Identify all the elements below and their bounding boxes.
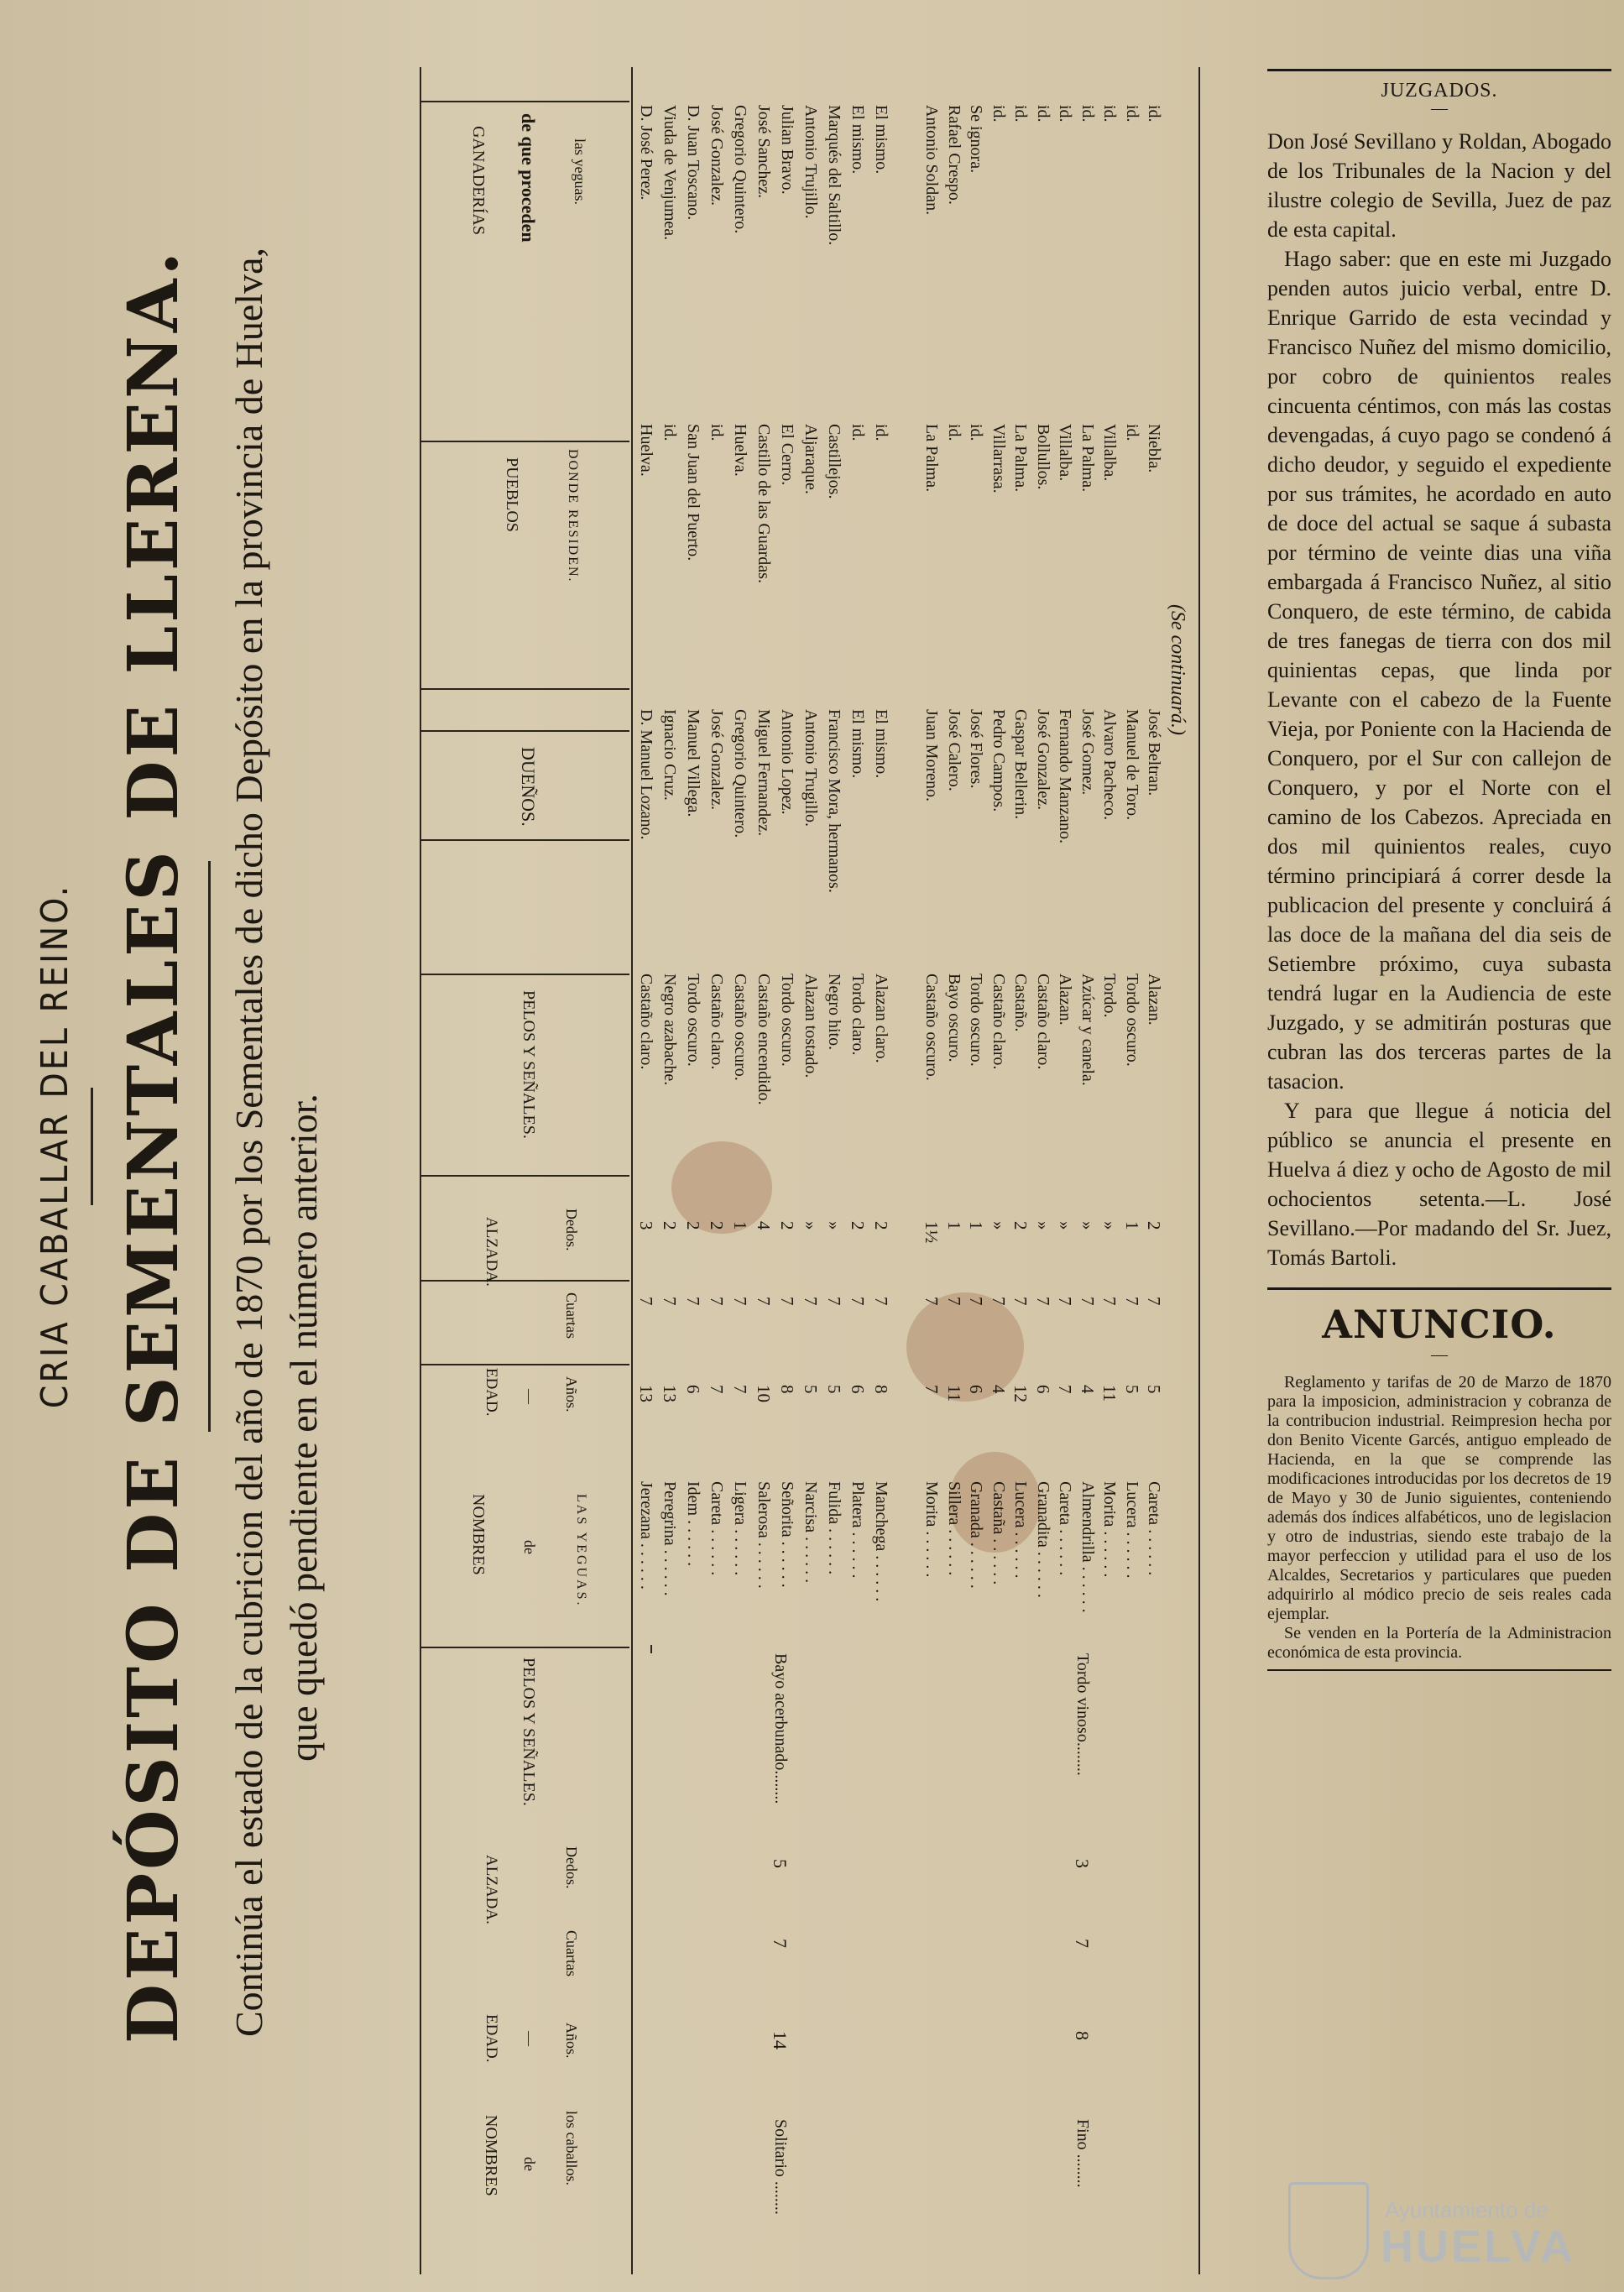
mare-age: 11 <box>1099 1385 1120 1402</box>
mare-pelos: Castaño claro. <box>1033 974 1052 1070</box>
cria-caballar-line: CRIA CABALLAR DEL REINO. <box>34 883 76 1409</box>
mare-name: Careta . . . . . . <box>1145 1481 1163 1576</box>
table-bottom-border <box>1198 67 1200 2274</box>
mare-cuartas: 7 <box>966 1297 986 1306</box>
header-edad-dash: — <box>521 2031 538 2046</box>
mare-pelos: Tordo oscuro. <box>778 974 796 1067</box>
mare-ganaderia: id. <box>1033 105 1052 123</box>
mare-pueblo: Villalba. <box>1100 424 1119 482</box>
mare-pelos: Castaño claro. <box>708 974 726 1070</box>
juzgados-heading: JUZGADOS. <box>1381 80 1498 102</box>
mare-ganaderia: El mismo. <box>872 105 890 175</box>
mare-age: 7 <box>1055 1385 1075 1394</box>
mare-ganaderia: D. José Perez. <box>637 105 655 201</box>
header-dedos2: Dedos. <box>563 1209 580 1251</box>
mare-pelos: Negro azabache. <box>661 974 679 1086</box>
mare-name: Morita . . . . . . <box>1100 1481 1119 1578</box>
header-nombres-yeguas-las: LAS YEGUAS. <box>574 1494 588 1608</box>
mare-name: Lucera . . . . . . <box>1122 1481 1141 1579</box>
column-divider <box>420 101 629 102</box>
subtitle-line1: Continúa el estado de la cubricion del año de 1870 por los Sementales de dicho Depósito en la provincia de Huelva, <box>227 248 270 2038</box>
stallion-cuartas: 7 <box>770 1939 791 1948</box>
mare-dueno: Gaspar Bellerin. <box>1011 709 1030 820</box>
mare-dueno: D. Manuel Lozano. <box>637 709 655 840</box>
mare-ganaderia: José Gonzalez. <box>708 105 726 206</box>
mare-name: Castaña . . . . . . <box>989 1481 1008 1585</box>
mare-dedos: » <box>1099 1221 1120 1230</box>
table-border-left <box>420 67 421 2274</box>
mare-age: 7 <box>922 1385 942 1394</box>
header-edad2-anos: Años. <box>563 1376 580 1412</box>
mare-ganaderia: Antonio Trujillo. <box>802 105 820 219</box>
mare-pueblo: Huelva. <box>731 424 749 477</box>
mare-name: Manchega . . . . . . <box>872 1481 890 1602</box>
header-edad2-dash: — <box>521 1389 538 1404</box>
mare-dedos: 2 <box>707 1221 727 1230</box>
brace-group-1 <box>650 1645 652 1653</box>
mare-dedos: 1 <box>1121 1221 1142 1230</box>
mare-cuartas: 7 <box>848 1297 868 1306</box>
mare-name: Careta . . . . . . <box>708 1481 726 1576</box>
mare-ganaderia: id. <box>1056 105 1074 123</box>
header-cuartas: Cuartas <box>563 1930 580 1976</box>
header-ganaderias-de: de que proceden <box>518 113 539 243</box>
mare-ganaderia: id. <box>1145 105 1163 123</box>
mare-name: Jerezana . . . . . . <box>637 1481 655 1590</box>
mare-dedos: » <box>824 1221 844 1230</box>
mare-age: 6 <box>1032 1385 1053 1394</box>
mare-name: Almendrilla . . . . . . <box>1078 1481 1097 1613</box>
stallion-age: 8 <box>1072 2031 1093 2040</box>
mare-cuartas: 7 <box>636 1297 656 1306</box>
column-divider <box>420 839 629 841</box>
stallion-age: 14 <box>770 2031 791 2049</box>
mare-cuartas: 7 <box>683 1297 703 1306</box>
mare-age: 6 <box>683 1385 703 1394</box>
anuncio-text: Reglamento y tarifas de 20 de Marzo de 1870 para la imposicion, administracion y cobranza de la contribucion industrial. Reimpresion hecha por don Benito Vicente Garcés, antiguo empleado de Hacienda, en la que se comprende las modificaciones introducidas por los decretos de 19 de Mayo y 30 de Junio siguientes, conteniendo además dos índices alfabéticos, uno de legislacion y otro de industrias, siendo este trabajo de la mayor perfeccion y utilidad para el uso de los Alcaldes, Secretarios y particulares que pueden adquirirlo al módico precio de seis reales cada ejemplar. <box>1267 1373 1611 1623</box>
mare-name: Salerosa . . . . . . <box>755 1481 773 1589</box>
column-divider <box>420 688 629 690</box>
mare-ganaderia: id. <box>989 105 1008 123</box>
header-ganaderias-las: las yeguas. <box>572 138 588 205</box>
mare-dueno: Fernando Manzano. <box>1056 709 1074 843</box>
header-edad-anos: Años. <box>563 2023 580 2059</box>
top-rule <box>1267 69 1611 71</box>
mare-ganaderia: Gregorio Quintero. <box>731 105 749 234</box>
mare-cuartas: 7 <box>1099 1297 1120 1306</box>
mare-age: 5 <box>1121 1385 1142 1394</box>
mare-cuartas: 7 <box>1055 1297 1075 1306</box>
juzgados-dash: — <box>1431 99 1448 117</box>
mare-dedos: » <box>1032 1221 1053 1230</box>
mare-cuartas: 7 <box>988 1297 1009 1306</box>
mare-ganaderia: Rafael Crespo. <box>944 105 963 205</box>
right-column <box>1267 69 1611 1679</box>
mare-cuartas: 7 <box>777 1297 797 1306</box>
mare-age: 6 <box>848 1385 868 1394</box>
mare-pelos: Azúcar y canela. <box>1078 974 1097 1086</box>
anuncio-sale: Se venden en la Portería de la Administracion económica de esta provincia. <box>1267 1624 1611 1662</box>
mare-age: 8 <box>777 1385 797 1394</box>
juzgados-closing: Y para que llegue á noticia del público se anuncia el presente en Huelva á diez y ocho de Agosto de mil ochocientos setenta.—L. José Sevillano.—Por madando del Sr. Juez, Tomás Bartoli. <box>1267 1099 1611 1270</box>
column-divider <box>420 1175 629 1177</box>
mare-age: 13 <box>660 1385 680 1402</box>
mare-pueblo: La Palma. <box>922 424 941 493</box>
mare-age: 8 <box>871 1385 891 1394</box>
mare-ganaderia: Se ignora. <box>967 105 985 174</box>
mare-dedos: 1½ <box>922 1221 942 1244</box>
mare-dueno: Gregorio Quintero. <box>731 709 749 838</box>
header-pelos2: PELOS Y SEÑALES. <box>520 990 538 1139</box>
mare-dueno: Juan Moreno. <box>922 709 941 801</box>
mare-pelos: Tordo. <box>1100 974 1119 1018</box>
mare-dueno: Antonio Trugillo. <box>802 709 820 828</box>
mare-pueblo: id. <box>708 424 726 441</box>
mare-name: Idem . . . . . . <box>684 1481 702 1567</box>
mare-dueno: José Calero. <box>944 709 963 791</box>
mare-cuartas: 7 <box>660 1297 680 1306</box>
bottom-rule <box>1267 1669 1611 1671</box>
mare-dueno: Miguel Fernandez. <box>755 709 773 837</box>
stallion-name: Fino ........ <box>1073 2119 1092 2188</box>
mare-age: 7 <box>730 1385 750 1394</box>
stallion-dedos: 3 <box>1072 1859 1093 1868</box>
mare-age: 6 <box>966 1385 986 1394</box>
mare-pelos: Tordo claro. <box>849 974 867 1056</box>
mare-dueno: Ignacio Cruz. <box>661 709 679 801</box>
mare-cuartas: 7 <box>1077 1297 1098 1306</box>
mare-dedos: 2 <box>848 1221 868 1230</box>
header-alzada2: ALZADA. <box>483 1217 500 1287</box>
mare-dedos: » <box>801 1221 821 1230</box>
stallion-pelos: Bayo acerbunado........ <box>771 1653 790 1804</box>
mare-pelos: Alazan. <box>1056 974 1074 1026</box>
mare-ganaderia: D. Juan Toscano. <box>684 105 702 221</box>
mare-name: Granada . . . . . . <box>967 1481 985 1589</box>
mare-ganaderia: id. <box>1100 105 1119 123</box>
mare-age: 5 <box>1144 1385 1164 1394</box>
mare-pueblo: La Palma. <box>1011 424 1030 493</box>
column-divider <box>420 974 629 975</box>
column-divider <box>420 1647 629 1648</box>
mare-name: Granadita . . . . . . <box>1033 1481 1052 1598</box>
mare-dueno: Alvaro Pacheco. <box>1100 709 1119 821</box>
mare-pueblo: Castillejos. <box>825 424 843 499</box>
header-pueblos-donde: DONDE RESIDEN. <box>566 449 580 583</box>
continuara-note: (Se continuará.) <box>1167 604 1188 735</box>
watermark-line2: HUELVA <box>1381 2222 1575 2272</box>
mare-pueblo: id. <box>944 424 963 441</box>
mare-name: Fulida . . . . . . <box>825 1481 843 1575</box>
mare-ganaderia: id. <box>1011 105 1030 123</box>
mare-dedos: 2 <box>1144 1221 1164 1230</box>
mare-ganaderia: Antonio Soldan. <box>922 105 941 216</box>
mare-pueblo: id. <box>872 424 890 441</box>
column-divider <box>420 1280 629 1282</box>
mare-dedos: 1 <box>966 1221 986 1230</box>
mare-ganaderia: José Sanchez. <box>755 105 773 199</box>
mare-dueno: José Gomez. <box>1078 709 1097 796</box>
mare-name: Lucera . . . . . . <box>1011 1481 1030 1579</box>
mare-dedos: 2 <box>660 1221 680 1230</box>
stallion-dedos: 5 <box>770 1859 791 1868</box>
mare-pueblo: Aljaraque. <box>802 424 820 494</box>
mare-cuartas: 7 <box>943 1297 964 1306</box>
mare-pueblo: Niebla. <box>1145 424 1163 473</box>
mare-pueblo: id. <box>849 424 867 441</box>
mare-age: 4 <box>988 1385 1009 1394</box>
mare-dueno: José Gonzalez. <box>1033 709 1052 810</box>
header-nombres-yeguas-de: de <box>521 1540 538 1554</box>
mare-age: 13 <box>636 1385 656 1402</box>
mare-pelos: Tordo oscuro. <box>684 974 702 1067</box>
mare-ganaderia: id. <box>1122 105 1141 123</box>
mare-age: 5 <box>824 1385 844 1394</box>
mare-age: 7 <box>707 1385 727 1394</box>
mare-pueblo: Castillo de las Guardas. <box>755 424 773 583</box>
mare-pelos: Castaño oscuro. <box>731 974 749 1081</box>
mare-pueblo: Villalba. <box>1056 424 1074 482</box>
mare-name: Sillera . . . . . . <box>944 1481 963 1576</box>
header-edad: EDAD. <box>483 2014 500 2063</box>
mare-cuartas: 7 <box>871 1297 891 1306</box>
mare-dedos: 1 <box>943 1221 964 1230</box>
mare-age: 11 <box>943 1385 964 1402</box>
mare-dueno: El mismo. <box>872 709 890 779</box>
mare-cuartas: 7 <box>754 1297 774 1306</box>
mare-pueblo: Bollullos. <box>1033 424 1052 490</box>
mare-pueblo: La Palma. <box>1078 424 1097 493</box>
header-ganaderias: GANADERÍAS <box>469 126 488 235</box>
mare-age: 4 <box>1077 1385 1098 1394</box>
header-nombres-caballos-de: de <box>521 2157 538 2171</box>
mare-pelos: Tordo oscuro. <box>1122 974 1141 1067</box>
column-divider <box>420 730 629 732</box>
anuncio-heading: ANUNCIO. <box>1322 1302 1557 1347</box>
mare-pelos: Castaño claro. <box>989 974 1008 1070</box>
header-pueblos: PUEBLOS <box>503 457 521 532</box>
mare-age: 12 <box>1010 1385 1031 1402</box>
mare-pelos: Tordo oscuro. <box>967 974 985 1067</box>
header-edad2: EDAD. <box>483 1368 500 1417</box>
mare-name: Narcisa . . . . . . <box>802 1481 820 1584</box>
mare-cuartas: 7 <box>922 1297 942 1306</box>
column-divider <box>420 441 629 442</box>
watermark-line1: Ayuntamiento de <box>1385 2197 1548 2222</box>
mare-dedos: 2 <box>1010 1221 1031 1230</box>
mare-pueblo: Villarrasa. <box>989 424 1008 493</box>
mare-dedos: 3 <box>636 1221 656 1230</box>
mare-pelos: Castaño claro. <box>637 974 655 1070</box>
mare-ganaderia: id. <box>1078 105 1097 123</box>
mare-pueblo: Huelva. <box>637 424 655 477</box>
subtitle-line2: que quedó pendiente en el número anterior. <box>282 1094 325 1762</box>
mare-cuartas: 7 <box>1010 1297 1031 1306</box>
column-divider <box>420 1364 629 1365</box>
mare-pueblo: San Juan del Puerto. <box>684 424 702 561</box>
mare-pelos: Alazan. <box>1145 974 1163 1026</box>
mare-dueno: Francisco Mora, hermanos. <box>825 709 843 893</box>
mare-pelos: Alazan tostado. <box>802 974 820 1078</box>
mare-dueno: El mismo. <box>849 709 867 779</box>
mare-cuartas: 7 <box>730 1297 750 1306</box>
mare-cuartas: 7 <box>707 1297 727 1306</box>
mare-dueno: José Flores. <box>967 709 985 789</box>
header-duenos: DUEÑOS. <box>518 747 539 827</box>
page-title: DEPÓSITO DE SEMENTALES DE LLERENA. <box>113 248 194 2044</box>
mare-name: Platera . . . . . . <box>849 1481 867 1579</box>
coat-of-arms-icon <box>1288 2182 1369 2279</box>
mare-name: Señorita . . . . . . <box>778 1481 796 1588</box>
mare-pelos: Castaño encendido. <box>755 974 773 1105</box>
mare-dueno: Pedro Campos. <box>989 709 1008 812</box>
mare-pelos: Bayo oscuro. <box>944 974 963 1062</box>
mare-cuartas: 7 <box>824 1297 844 1306</box>
juzgados-intro: Don José Sevillano y Roldan, Abogado de los Tribunales de la Nacion y del ilustre colegio de Sevilla, Juez de paz de esta capital. <box>1267 129 1611 242</box>
header-pelos: PELOS Y SEÑALES. <box>520 1658 538 1806</box>
mare-pueblo: id. <box>661 424 679 441</box>
mare-pelos: Alazan claro. <box>872 974 890 1063</box>
mare-name: Ligera . . . . . . <box>731 1481 749 1576</box>
mare-dedos: » <box>1055 1221 1075 1230</box>
mare-dueno: José Beltran. <box>1145 709 1163 796</box>
mare-cuartas: 7 <box>1121 1297 1142 1306</box>
mare-ganaderia: El mismo. <box>849 105 867 175</box>
header-dedos: Dedos. <box>563 1846 580 1889</box>
header-nombres-caballos-los: los caballos. <box>563 2111 580 2185</box>
mare-cuartas: 7 <box>801 1297 821 1306</box>
mare-name: Peregrina . . . . . . <box>661 1481 679 1596</box>
mare-age: 5 <box>801 1385 821 1394</box>
stallion-name: Solitario ........ <box>771 2119 790 2215</box>
mare-name: Careta . . . . . . <box>1056 1481 1074 1576</box>
mare-dedos: » <box>1077 1221 1098 1230</box>
mare-dueno: José Gonzalez. <box>708 709 726 810</box>
table-header-divider <box>631 67 633 2274</box>
mare-dedos: 4 <box>754 1221 774 1230</box>
mare-dedos: 2 <box>871 1221 891 1230</box>
mare-dueno: Manuel Villega. <box>684 709 702 817</box>
mare-age: 10 <box>754 1385 774 1402</box>
ayuntamiento-watermark <box>1288 2182 1590 2274</box>
mare-pelos: Castaño oscuro. <box>922 974 941 1081</box>
header-nombres-caballos: NOMBRES <box>482 2115 500 2196</box>
mare-ganaderia: Marqués del Saltillo. <box>825 105 843 246</box>
mare-pueblo: id. <box>1122 424 1141 441</box>
mare-pelos: Negro hito. <box>825 974 843 1051</box>
mare-ganaderia: Julian Bravo. <box>778 105 796 195</box>
mare-ganaderia: Viuda de Venjumea. <box>661 105 679 241</box>
stallion-pelos: Tordo vinoso........ <box>1073 1653 1092 1776</box>
mare-dueno: Antonio Lopez. <box>778 709 796 815</box>
mare-pueblo: id. <box>967 424 985 441</box>
mid-rule <box>1267 1287 1611 1290</box>
mare-cuartas: 7 <box>1144 1297 1164 1306</box>
mare-dedos: » <box>988 1221 1009 1230</box>
mare-dedos: 2 <box>683 1221 703 1230</box>
mare-dedos: 1 <box>730 1221 750 1230</box>
header-alzada: ALZADA. <box>483 1855 500 1924</box>
stallion-cuartas: 7 <box>1072 1939 1093 1948</box>
mare-dedos: 2 <box>777 1221 797 1230</box>
mare-pueblo: El Cerro. <box>778 424 796 486</box>
mare-cuartas: 7 <box>1032 1297 1053 1306</box>
mare-pelos: Castaño. <box>1011 974 1030 1032</box>
header-nombres-yeguas: NOMBRES <box>469 1494 488 1575</box>
mare-name: Morita . . . . . . <box>922 1481 941 1578</box>
juzgados-edict: Hago saber: que en este mi Juzgado penden autos juicio verbal, entre D. Enrique Garrido de esta vecindad y Francisco Nuñez del mismo domicilio, por cobro de quinientos reales cincuenta céntimos, con más las costas devengadas, á cuyo pago se condenó á dicho deudor, y seguido el expediente por sus trámites, he acordado en auto de doce del actual se saque á subasta por término de veinte dias una viña embargada á Francisco Nuñez, al sitio Conquero, de este término, de cabida de tres fanegas de tierra con dos mil quinientas cepas, que linda por Levante con el cabezo de la Fuente Vieja, por Poniente con la Hacienda de Conquero, por el Sur con callejon de Conquero, y por el Norte con el camino de los Cabezos. Apreciada en dos mil quinientos reales, cuyo término principiará á correr desde la publicacion del presente y concluirá á las doce de la mañana del dia seis de Setiembre próximo, cuya subasta tendrá lugar en la Audiencia de este Juzgado, y se admitirán posturas que cubran las dos terceras partes de la tasacion. <box>1267 247 1611 1094</box>
mare-dueno: Manuel de Toro. <box>1122 709 1141 821</box>
anuncio-dash: — <box>1431 1345 1448 1364</box>
header-cuartas2: Cuartas <box>563 1292 580 1339</box>
